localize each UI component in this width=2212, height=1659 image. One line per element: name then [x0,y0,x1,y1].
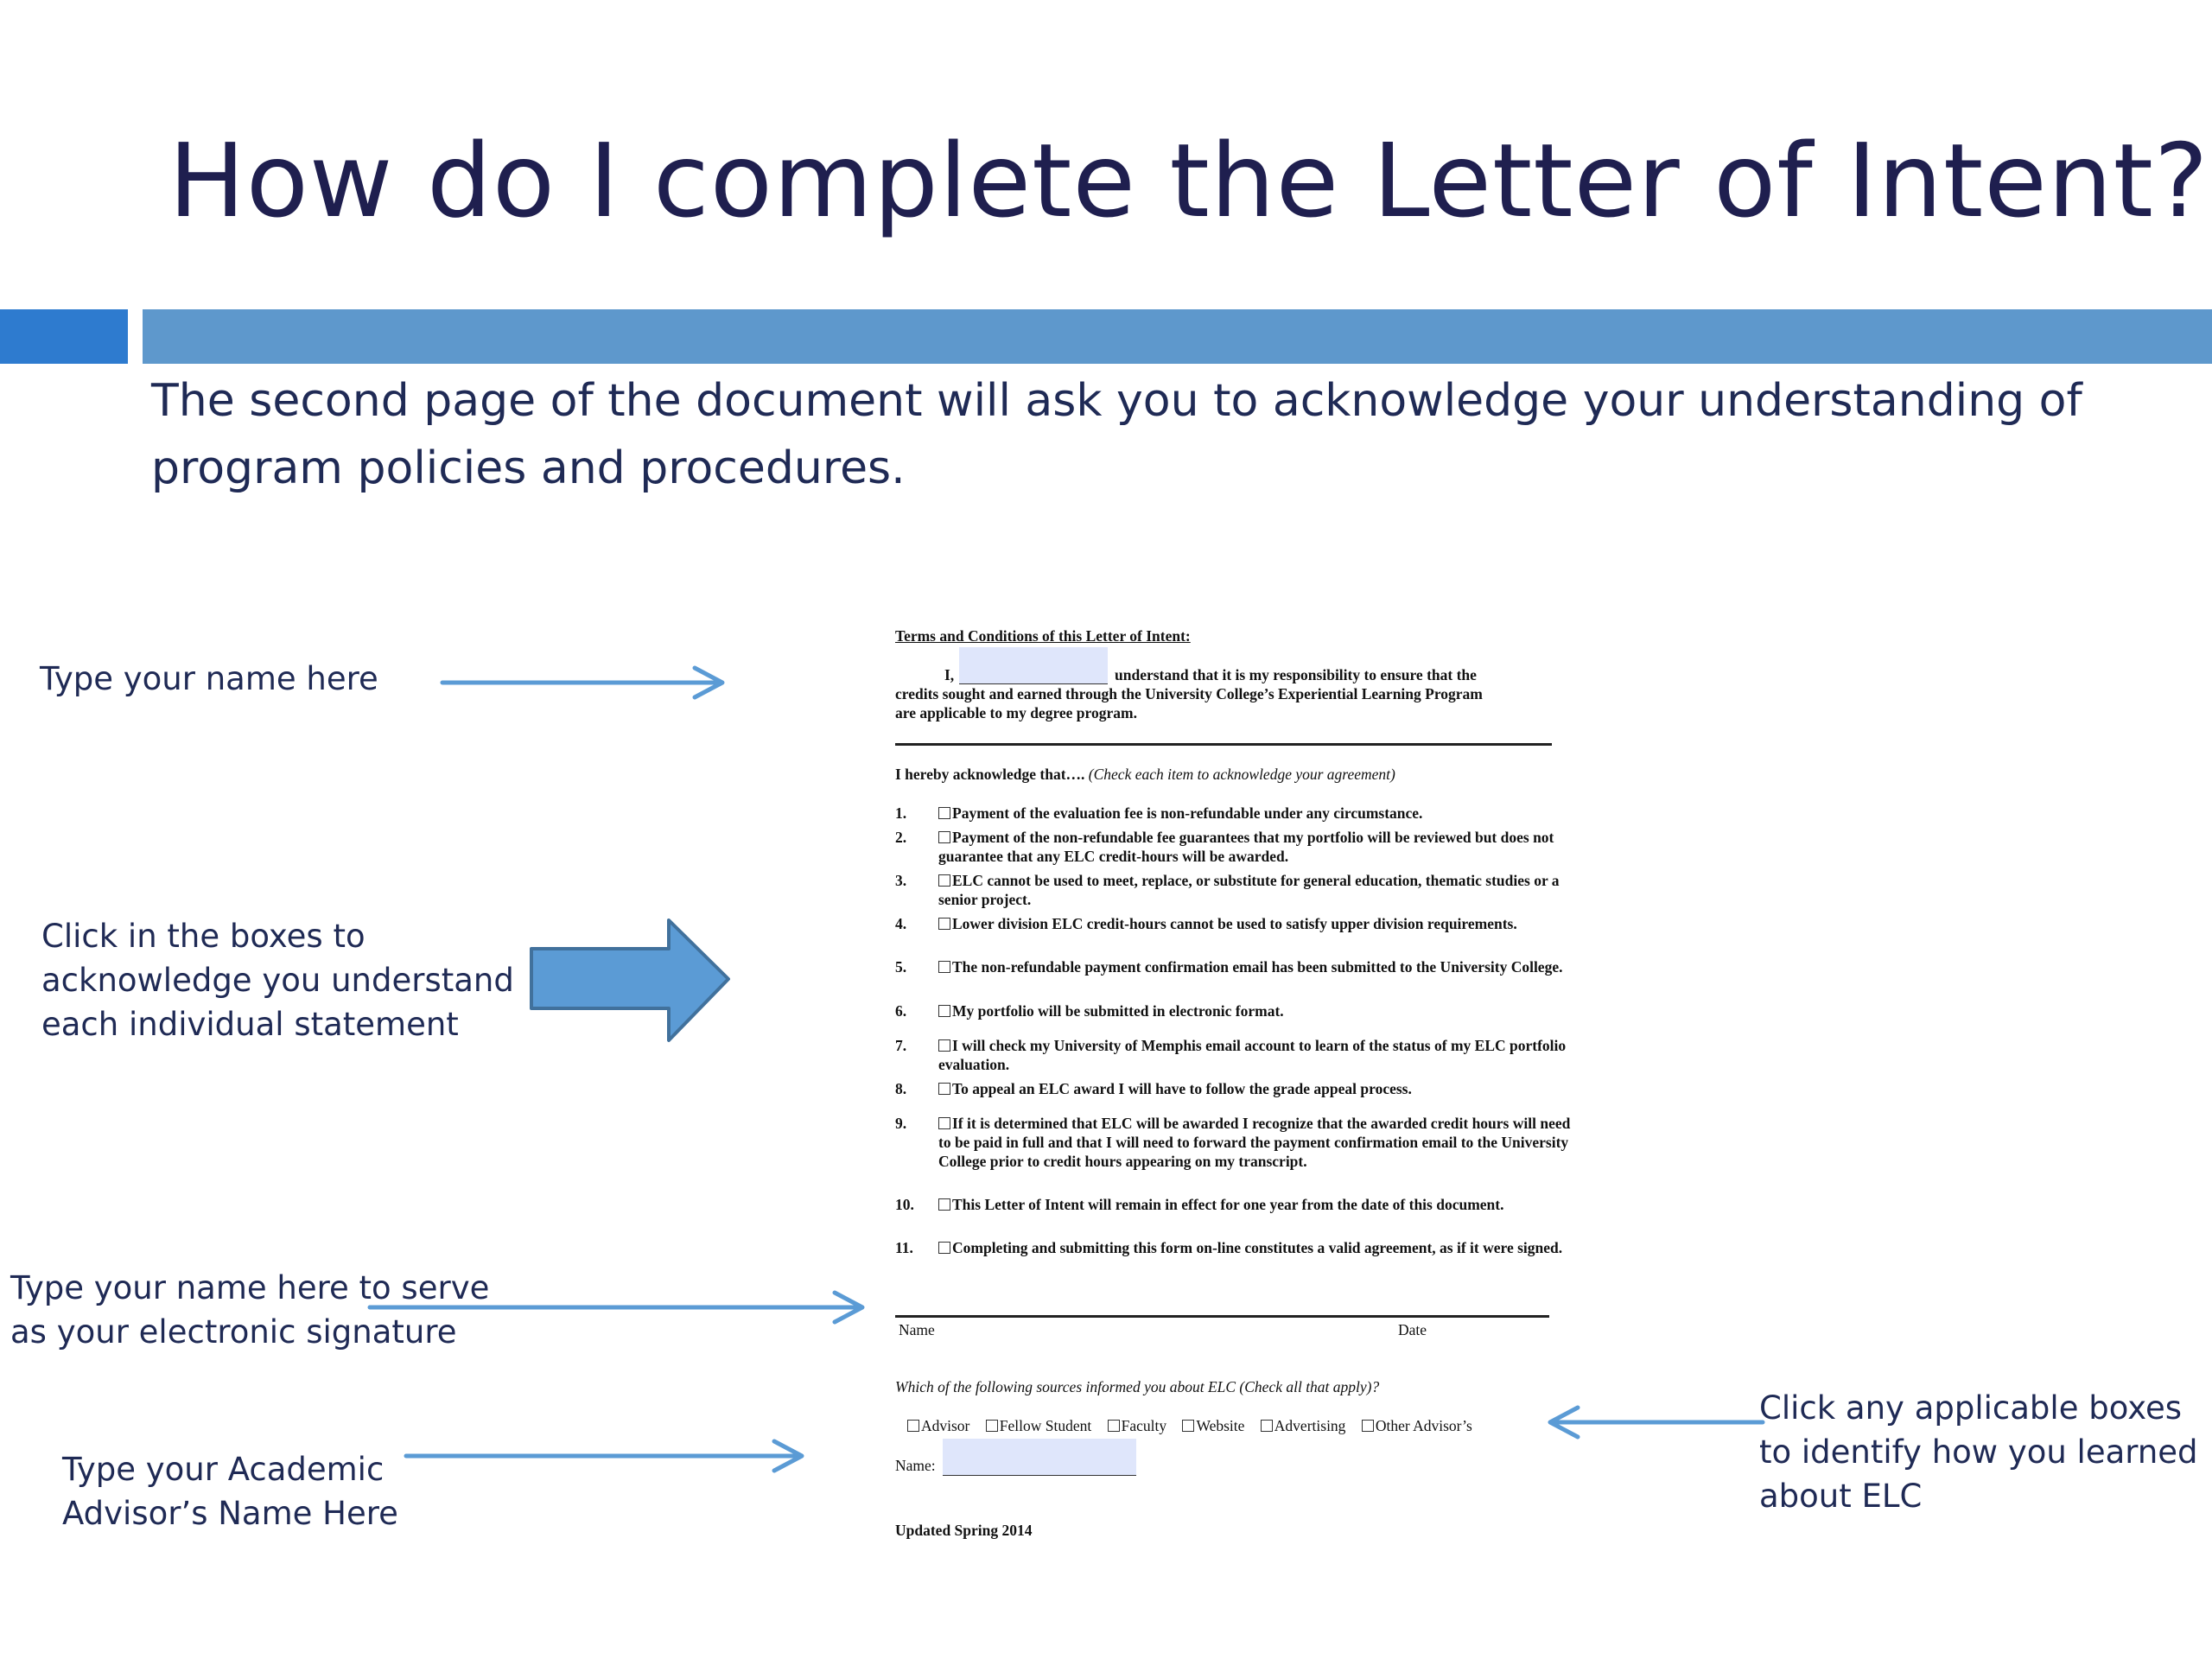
ack-item-text: Completing and submitting this form on-line constitutes a valid agreement, as if it were signed. [952,1239,1563,1256]
block-arrow-icon [531,920,728,1040]
doc-responsibility-line: credits sought and earned through the University College’s Experiential Learning Program [895,685,1483,702]
ack-item-text: My portfolio will be submitted in electronic format. [952,1002,1284,1020]
ack-item-number: 9. [895,1115,907,1132]
source-option-advisor[interactable] [907,1416,969,1435]
ack-checkbox[interactable] [938,1198,950,1211]
doc-acknowledge-line [895,765,1395,784]
callout-signature: Type your name here to serve as your electronic signature [10,1269,490,1351]
ack-checkbox[interactable] [938,1242,950,1254]
ack-item-body [938,914,1573,933]
doc-heading: Terms and Conditions of this Letter of Intent: [895,627,1191,645]
doc-divider [895,743,1552,746]
source-label: Other Advisor’s [1375,1417,1472,1434]
source-checkbox[interactable] [986,1420,998,1432]
callout-type-name: Type your name here [40,660,378,697]
doc-sources-options [907,1416,1484,1435]
ack-checkbox[interactable] [938,961,950,973]
doc-advisor-name-label: Name: [895,1457,936,1474]
source-label: Advisor [921,1417,970,1434]
ack-item-body [938,1195,1573,1214]
ack-item-body [938,1238,1573,1257]
doc-signature-name-label: Name [899,1321,935,1338]
doc-name-field[interactable] [959,647,1108,684]
ack-item-text: Lower division ELC credit-hours cannot be used to satisfy upper division requirements. [952,915,1517,932]
ack-item-number: 1. [895,804,907,822]
source-checkbox[interactable] [1182,1420,1194,1432]
ack-item-text: ELC cannot be used to meet, replace, or substitute for general education, thematic studies or a senior project. [938,872,1560,908]
ack-item-text: If it is determined that ELC will be awarded I recognize that the awarded credit hours will need to be paid in full and that I will need to forward the payment confirmation email to the University College prior to credit hours appearing on my transcript. [938,1115,1571,1170]
source-checkbox[interactable] [1362,1420,1374,1432]
doc-responsibility-lead: I, [944,666,955,683]
doc-acknowledge-hint: (Check each item to acknowledge your agreement) [1088,766,1395,783]
intro-text: The second page of the document will ask you to acknowledge your understanding of program policies and procedures. [151,375,2082,494]
ack-item-body [938,1114,1573,1171]
ack-checkbox[interactable] [938,1039,950,1052]
source-checkbox[interactable] [1261,1420,1273,1432]
ack-item-body [938,871,1573,909]
doc-signature-date-label: Date [1398,1321,1427,1338]
ack-item-number: 5. [895,958,907,976]
source-checkbox[interactable] [1108,1420,1120,1432]
source-checkbox[interactable] [907,1420,919,1432]
arrow-right-icon [406,1441,802,1471]
ack-item-text: Payment of the non-refundable fee guarantees that my portfolio will be reviewed but does not guarantee that any ELC credit-hours will be awarded. [938,829,1554,865]
source-label: Advertising [1274,1417,1346,1434]
ack-checkbox[interactable] [938,807,950,819]
doc-updated-note: Updated Spring 2014 [895,1522,1033,1539]
source-option-fellow-student[interactable] [986,1416,1091,1435]
callout-click-boxes: Click in the boxes to acknowledge you understand each individual statement [41,918,514,1043]
ack-item-text: I will check my University of Memphis email account to learn of the status of my ELC portfolio evaluation. [938,1037,1567,1073]
arrow-right-icon [370,1293,862,1322]
ack-checkbox[interactable] [938,874,950,887]
ack-item-body [938,804,1573,823]
doc-acknowledge-lead: I hereby acknowledge that…. [895,766,1085,783]
source-label: Website [1196,1417,1245,1434]
ack-item-number: 6. [895,1002,907,1020]
ack-item-body [938,1036,1573,1074]
ack-item-number: 10. [895,1196,914,1213]
doc-responsibility-line: understand that it is my responsibility to ensure that the [1115,666,1477,683]
source-option-advertising[interactable] [1261,1416,1346,1435]
ack-item-body [938,1079,1573,1098]
ack-checkbox[interactable] [938,1083,950,1095]
ack-checkbox[interactable] [938,1117,950,1129]
ack-item-text: Payment of the evaluation fee is non-refundable under any circumstance. [952,804,1423,822]
arrow-right-icon [442,668,722,697]
arrow-left-icon [1550,1408,1763,1437]
ack-checkbox[interactable] [938,918,950,930]
ack-item-number: 7. [895,1037,907,1054]
source-option-other-advisor[interactable] [1362,1416,1472,1435]
ack-item-body [938,957,1573,976]
callout-advisor-name: Type your Academic Advisor’s Name Here [62,1451,398,1532]
callout-sources: Click any applicable boxes to identify how you learned about ELC [1759,1389,2198,1515]
doc-responsibility-line: are applicable to my degree program. [895,704,1137,721]
source-label: Fellow Student [999,1417,1092,1434]
source-option-faculty[interactable] [1108,1416,1167,1435]
source-option-website[interactable] [1182,1416,1244,1435]
ack-item-body [938,1001,1573,1020]
ack-checkbox[interactable] [938,1005,950,1017]
slide-title: How do I complete the Letter of Intent? [168,121,2209,240]
ack-item-body [938,828,1573,866]
doc-advisor-name-field[interactable] [943,1439,1136,1476]
ack-item-number: 4. [895,915,907,932]
ack-item-number: 3. [895,872,907,889]
ack-item-number: 8. [895,1080,907,1097]
ack-item-number: 11. [895,1239,913,1256]
source-label: Faculty [1121,1417,1167,1434]
ack-item-text: This Letter of Intent will remain in effect for one year from the date of this document. [952,1196,1504,1213]
ack-checkbox[interactable] [938,831,950,843]
doc-sources-question: Which of the following sources informed you about ELC (Check all that apply)? [895,1378,1380,1395]
signature-line[interactable] [895,1315,1549,1318]
ack-item-text: The non-refundable payment confirmation email has been submitted to the University College. [952,958,1563,976]
ack-item-number: 2. [895,829,907,846]
ack-item-text: To appeal an ELC award I will have to follow the grade appeal process. [952,1080,1412,1097]
